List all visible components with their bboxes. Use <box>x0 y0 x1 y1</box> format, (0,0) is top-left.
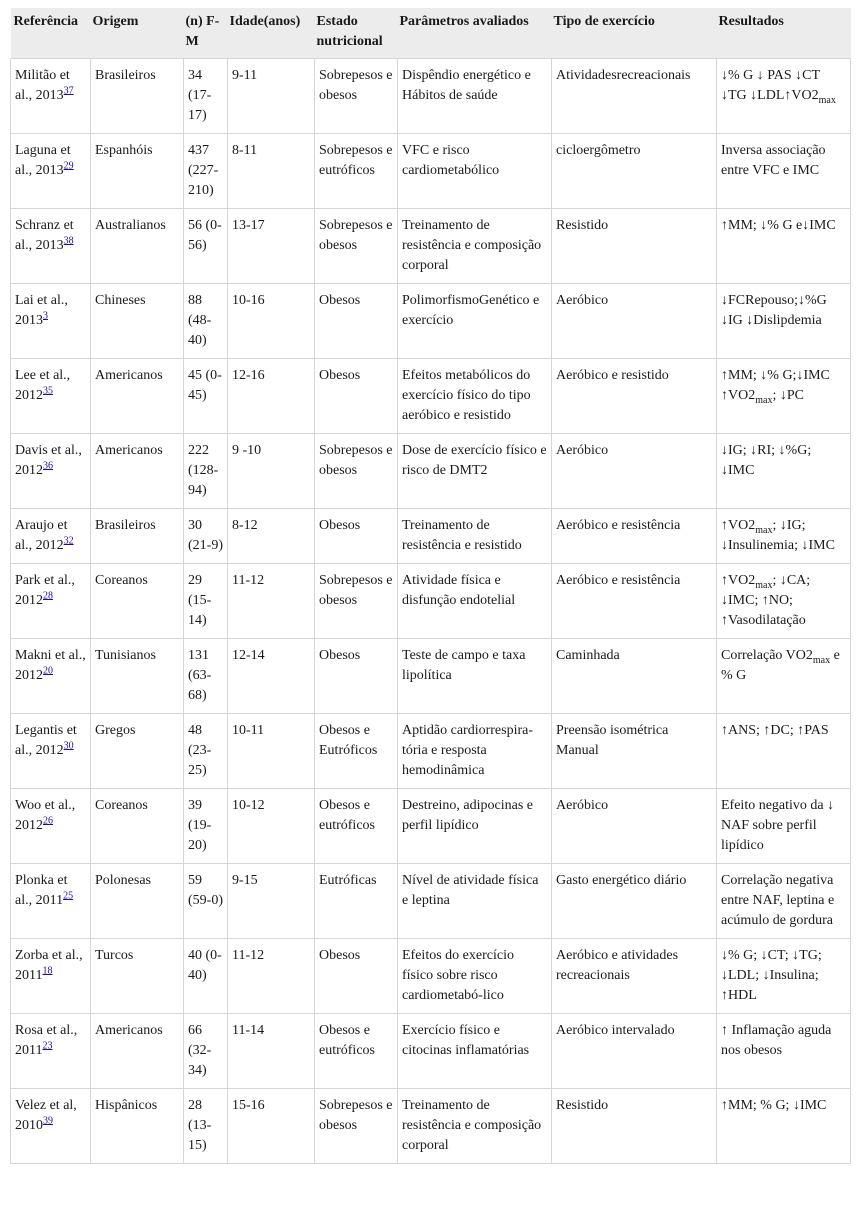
nutritional-status-cell: Sobrepesos e obesos <box>315 59 398 134</box>
table-row <box>11 1089 851 1164</box>
nutritional-status-cell: Obesos e eutróficos <box>315 789 398 864</box>
origin-cell: Turcos <box>91 939 184 1014</box>
exercise-type-cell: Aeróbico intervalado <box>552 1014 717 1089</box>
exercise-type-cell: Gasto energético diário <box>552 864 717 939</box>
results-cell <box>717 134 851 209</box>
reference-cell <box>11 209 91 284</box>
age-cell: 9 -10 <box>228 434 315 509</box>
reference-text: Plonka et al., 2011 <box>15 873 68 908</box>
reference-cell <box>11 714 91 789</box>
parameters-cell: VFC e risco cardiometabólico <box>398 134 552 209</box>
sample-cell: 437 (227-210) <box>184 134 228 209</box>
results-cell <box>717 359 851 434</box>
table-row <box>11 864 851 939</box>
results-tail: ; ↓IG; ↓Insulinemia; ↓IMC <box>721 518 835 553</box>
age-cell: 9-15 <box>228 864 315 939</box>
citation-link[interactable]: 3 <box>43 310 48 322</box>
results-text: ↑MM; ↓% G e↓IMC <box>721 218 836 233</box>
nutritional-status-cell: Sobrepesos e obesos <box>315 1089 398 1164</box>
results-cell <box>717 564 851 639</box>
citation-link[interactable]: 28 <box>43 590 53 602</box>
origin-cell: Espanhóis <box>91 134 184 209</box>
reference-cell <box>11 1014 91 1089</box>
results-cell <box>717 639 851 714</box>
origin-cell: Coreanos <box>91 564 184 639</box>
table-row <box>11 564 851 639</box>
table-row <box>11 1014 851 1089</box>
reference-cell <box>11 359 91 434</box>
results-cell <box>717 434 851 509</box>
results-tail: e % G <box>721 648 840 683</box>
reference-text: Araujo et al., 2012 <box>15 518 68 553</box>
exercise-type-cell: Preensão isométrica Manual <box>552 714 717 789</box>
origin-cell: Americanos <box>91 434 184 509</box>
results-text: Correlação VO2 <box>721 648 813 663</box>
origin-cell: Americanos <box>91 1014 184 1089</box>
results-tail: ; ↓CA; ↓IMC; ↑NO; ↑Vasodilatação <box>721 573 811 628</box>
parameters-cell: Dispêndio energético e Hábitos de saúde <box>398 59 552 134</box>
citation-link[interactable]: 20 <box>43 665 53 677</box>
parameters-cell: Treinamento de resistência e composição corporal <box>398 209 552 284</box>
results-cell <box>717 209 851 284</box>
origin-cell: Brasileiros <box>91 509 184 564</box>
origin-cell: Australianos <box>91 209 184 284</box>
origin-cell: Tunisianos <box>91 639 184 714</box>
sample-cell: 40 (0-40) <box>184 939 228 1014</box>
age-cell: 9-11 <box>228 59 315 134</box>
reference-text: Woo et al., 2012 <box>15 798 76 833</box>
results-cell <box>717 284 851 359</box>
reference-cell <box>11 564 91 639</box>
results-subscript: max <box>818 94 836 106</box>
table-row <box>11 639 851 714</box>
sample-cell: 59 (59-0) <box>184 864 228 939</box>
table-row <box>11 284 851 359</box>
results-text: ↑VO2 <box>721 573 756 588</box>
reference-text: Legantis et al., 2012 <box>15 723 77 758</box>
reference-cell <box>11 284 91 359</box>
table-row <box>11 509 851 564</box>
table-row <box>11 939 851 1014</box>
results-text: ↓IG; ↓RI; ↓%G; ↓IMC <box>721 443 812 478</box>
age-cell: 10-12 <box>228 789 315 864</box>
parameters-cell: Nível de atividade física e leptina <box>398 864 552 939</box>
results-cell <box>717 1089 851 1164</box>
results-text: ↓% G ↓ PAS ↓CT ↓TG ↓LDL↑VO2 <box>721 68 820 103</box>
age-cell: 11-14 <box>228 1014 315 1089</box>
results-text: ↑ Inflamação aguda nos obesos <box>721 1023 832 1058</box>
reference-cell <box>11 1089 91 1164</box>
sample-cell: 56 (0-56) <box>184 209 228 284</box>
age-cell: 8-12 <box>228 509 315 564</box>
age-cell: 13-17 <box>228 209 315 284</box>
exercise-type-cell: Aeróbico <box>552 284 717 359</box>
sample-cell: 222 (128-94) <box>184 434 228 509</box>
exercise-type-cell: Atividadesrecreacionais <box>552 59 717 134</box>
results-text: Efeito negativo da ↓ NAF sobre perfil lipídico <box>721 798 835 853</box>
citation-link[interactable]: 38 <box>63 235 74 247</box>
origin-cell: Polonesas <box>91 864 184 939</box>
parameters-cell: Aptidão cardiorrespira-tória e resposta hemodinâmica <box>398 714 552 789</box>
exercise-type-cell: Caminhada <box>552 639 717 714</box>
col-header-results: Resultados <box>717 8 851 59</box>
results-text: ↑VO2 <box>721 518 756 533</box>
exercise-type-cell: Aeróbico e resistência <box>552 509 717 564</box>
origin-cell: Americanos <box>91 359 184 434</box>
sample-cell: 29 (15-14) <box>184 564 228 639</box>
nutritional-status-cell: Eutróficas <box>315 864 398 939</box>
results-subscript: max <box>755 394 773 406</box>
results-cell <box>717 1014 851 1089</box>
reference-cell <box>11 434 91 509</box>
reference-text: Lee et al., 2012 <box>15 368 71 403</box>
results-text: ↓% G; ↓CT; ↓TG; ↓LDL; ↓Insulina; ↑HDL <box>721 948 822 1003</box>
citation-link[interactable]: 37 <box>63 85 74 97</box>
citation-link[interactable]: 39 <box>43 1115 53 1127</box>
age-cell: 10-11 <box>228 714 315 789</box>
sample-cell: 45 (0-45) <box>184 359 228 434</box>
nutritional-status-cell: Sobrepesos e obesos <box>315 564 398 639</box>
exercise-type-cell: Resistido <box>552 1089 717 1164</box>
reference-cell <box>11 509 91 564</box>
exercise-type-cell: Aeróbico <box>552 789 717 864</box>
results-text: ↓FCRepouso;↓%G ↓IG ↓Dislipdemia <box>721 293 827 328</box>
citation-link[interactable]: 29 <box>63 160 74 172</box>
age-cell: 15-16 <box>228 1089 315 1164</box>
sample-cell: 66 (32-34) <box>184 1014 228 1089</box>
col-header-nutritional-status: Estado nutricional <box>315 8 398 59</box>
results-text: Correlação negativa entre NAF, leptina e acúmulo de gordura <box>721 873 835 928</box>
results-cell <box>717 789 851 864</box>
parameters-cell: Teste de campo e taxa lipolítica <box>398 639 552 714</box>
origin-cell: Gregos <box>91 714 184 789</box>
table-row <box>11 209 851 284</box>
origin-cell: Chineses <box>91 284 184 359</box>
age-cell: 8-11 <box>228 134 315 209</box>
age-cell: 11-12 <box>228 564 315 639</box>
nutritional-status-cell: Sobrepesos e obesos <box>315 209 398 284</box>
citation-link[interactable]: 35 <box>43 385 53 397</box>
col-header-reference: Referência <box>11 8 91 59</box>
reference-text: Lai et al., 2013 <box>15 293 68 328</box>
reference-text: Davis et al., 2012 <box>15 443 82 478</box>
reference-text: Makni et al., 2012 <box>15 648 86 683</box>
table-row <box>11 714 851 789</box>
citation-link[interactable]: 23 <box>42 1040 53 1052</box>
results-cell <box>717 509 851 564</box>
age-cell: 12-16 <box>228 359 315 434</box>
citation-link[interactable]: 30 <box>63 740 74 752</box>
nutritional-status-cell: Obesos e eutróficos <box>315 1014 398 1089</box>
nutritional-status-cell: Obesos <box>315 284 398 359</box>
parameters-cell: PolimorfismoGenético e exercício <box>398 284 552 359</box>
sample-cell: 88 (48-40) <box>184 284 228 359</box>
age-cell: 12-14 <box>228 639 315 714</box>
origin-cell: Hispânicos <box>91 1089 184 1164</box>
age-cell: 10-16 <box>228 284 315 359</box>
parameters-cell: Atividade física e disfunção endotelial <box>398 564 552 639</box>
results-text: ↑MM; ↓% G;↓IMC ↑VO2 <box>721 368 830 403</box>
reference-cell <box>11 59 91 134</box>
reference-cell <box>11 134 91 209</box>
exercise-type-cell: Aeróbico e resistido <box>552 359 717 434</box>
citation-link[interactable]: 26 <box>43 815 53 827</box>
reference-text: Velez et al, 2010 <box>15 1098 77 1133</box>
nutritional-status-cell: Obesos <box>315 939 398 1014</box>
reference-cell <box>11 939 91 1014</box>
studies-table <box>10 8 851 1164</box>
nutritional-status-cell: Obesos <box>315 639 398 714</box>
table-row <box>11 434 851 509</box>
parameters-cell: Dose de exercício físico e risco de DMT2 <box>398 434 552 509</box>
results-tail: ; ↓PC <box>772 388 804 403</box>
exercise-type-cell: Aeróbico <box>552 434 717 509</box>
col-header-age: Idade(anos) <box>228 8 315 59</box>
parameters-cell: Efeitos metabólicos do exercício físico do tipo aeróbico e resistido <box>398 359 552 434</box>
results-text: Inversa associação entre VFC e IMC <box>721 143 826 178</box>
citation-link[interactable]: 25 <box>63 890 74 902</box>
results-subscript: max <box>812 654 831 666</box>
nutritional-status-cell: Obesos e Eutróficos <box>315 714 398 789</box>
results-subscript: max <box>755 579 773 591</box>
nutritional-status-cell: Obesos <box>315 509 398 564</box>
reference-cell <box>11 864 91 939</box>
parameters-cell: Exercício físico e citocinas inflamatórias <box>398 1014 552 1089</box>
nutritional-status-cell: Sobrepesos e obesos <box>315 434 398 509</box>
results-cell <box>717 939 851 1014</box>
col-header-parameters: Parâmetros avaliados <box>398 8 552 59</box>
age-cell: 11-12 <box>228 939 315 1014</box>
col-header-origin: Origem <box>91 8 184 59</box>
nutritional-status-cell: Sobrepesos e eutróficos <box>315 134 398 209</box>
reference-cell <box>11 639 91 714</box>
reference-text: Militão et al., 2013 <box>15 68 70 103</box>
parameters-cell: Treinamento de resistência e resistido <box>398 509 552 564</box>
sample-cell: 131 (63-68) <box>184 639 228 714</box>
col-header-sample: (n) F-M <box>184 8 228 59</box>
table-body <box>11 59 851 1164</box>
exercise-type-cell: Resistido <box>552 209 717 284</box>
results-cell <box>717 59 851 134</box>
reference-cell <box>11 789 91 864</box>
sample-cell: 28 (13-15) <box>184 1089 228 1164</box>
sample-cell: 48 (23-25) <box>184 714 228 789</box>
table-row <box>11 789 851 864</box>
citation-link[interactable]: 32 <box>63 535 74 547</box>
nutritional-status-cell: Obesos <box>315 359 398 434</box>
reference-text: Park et al., 2012 <box>15 573 75 608</box>
citation-link[interactable]: 18 <box>42 965 53 977</box>
table-row <box>11 59 851 134</box>
table-row <box>11 134 851 209</box>
reference-text: Rosa et al., 2011 <box>15 1023 78 1058</box>
table-row <box>11 359 851 434</box>
sample-cell: 39 (19-20) <box>184 789 228 864</box>
exercise-type-cell: Aeróbico e atividades recreacionais <box>552 939 717 1014</box>
exercise-type-cell: cicloergômetro <box>552 134 717 209</box>
reference-text: Zorba et al., 2011 <box>15 948 83 983</box>
sample-cell: 30 (21-9) <box>184 509 228 564</box>
parameters-cell: Efeitos do exercício físico sobre risco cardiometabó-lico <box>398 939 552 1014</box>
results-cell <box>717 864 851 939</box>
reference-text: Schranz et al., 2013 <box>15 218 74 253</box>
results-text: ↑MM; % G; ↓IMC <box>721 1098 827 1113</box>
parameters-cell: Treinamento de resistência e composição corporal <box>398 1089 552 1164</box>
exercise-type-cell: Aeróbico e resistência <box>552 564 717 639</box>
results-subscript: max <box>755 524 773 536</box>
sample-cell: 34 (17-17) <box>184 59 228 134</box>
header-row <box>11 8 851 59</box>
results-cell <box>717 714 851 789</box>
origin-cell: Brasileiros <box>91 59 184 134</box>
parameters-cell: Destreino, adipocinas e perfil lipídico <box>398 789 552 864</box>
reference-text: Laguna et al., 2013 <box>15 143 71 178</box>
results-text: ↑ANS; ↑DC; ↑PAS <box>721 723 829 738</box>
col-header-exercise-type: Tipo de exercício <box>552 8 717 59</box>
citation-link[interactable]: 36 <box>43 460 53 472</box>
origin-cell: Coreanos <box>91 789 184 864</box>
